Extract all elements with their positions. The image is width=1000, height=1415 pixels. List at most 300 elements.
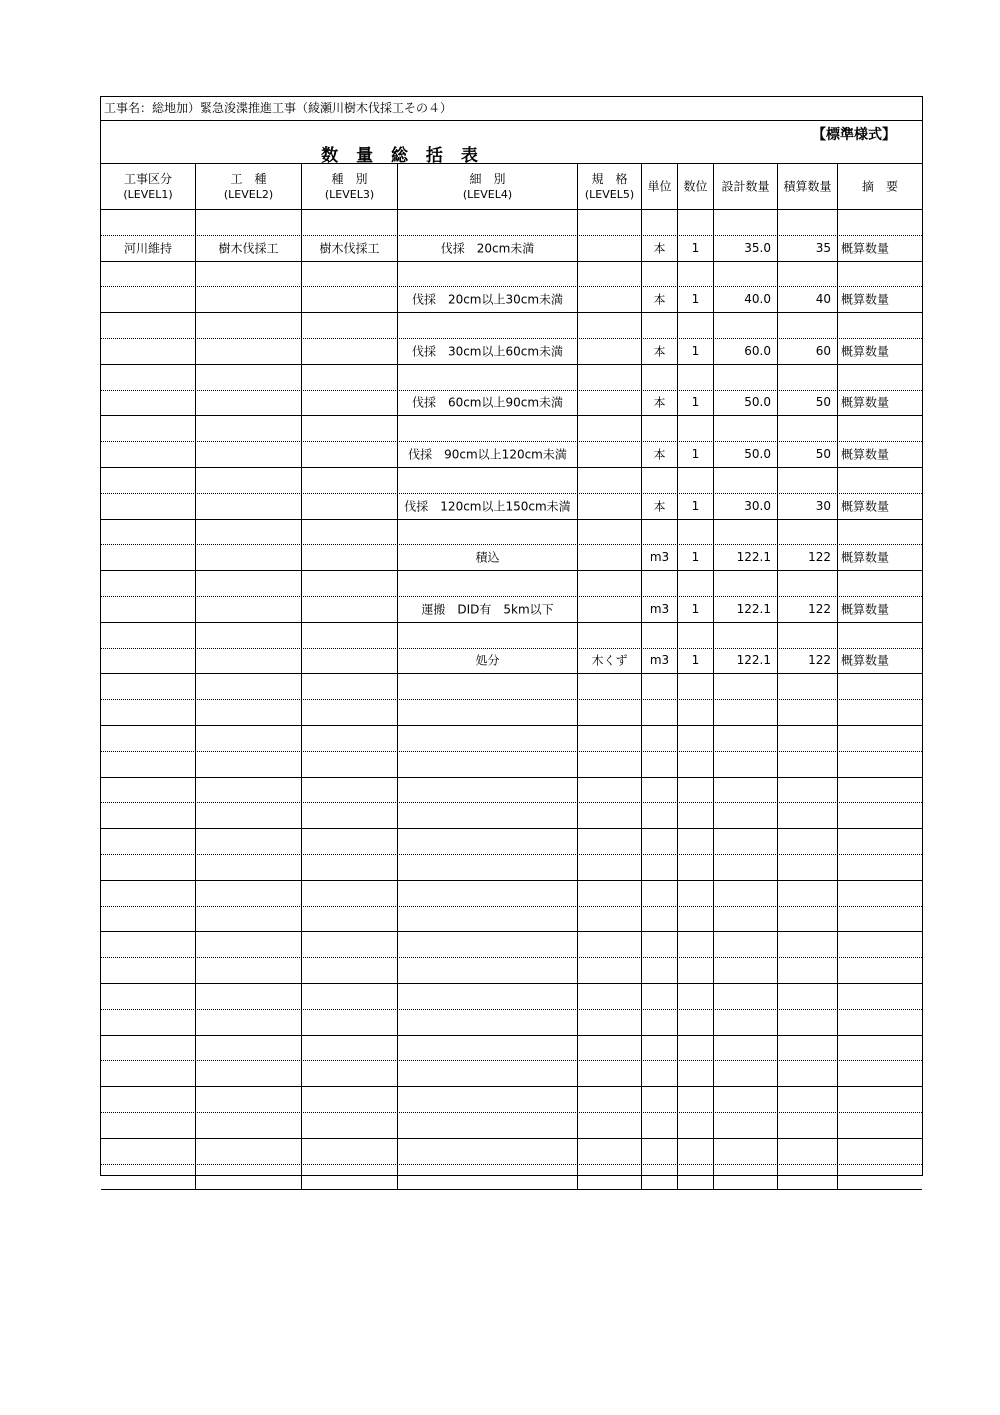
header-design-qty (714, 164, 778, 209)
spacer-cell (302, 622, 398, 648)
digit-cell (678, 286, 714, 312)
level4-cell (398, 493, 578, 519)
spacer-cell (642, 673, 678, 699)
header-level-label: (LEVEL3) (324, 187, 375, 201)
spacer-cell (838, 983, 922, 1009)
spacer-cell (678, 983, 714, 1009)
spacer-cell (578, 519, 642, 545)
spacer-cell (398, 1035, 578, 1061)
unit-cell (642, 235, 678, 261)
spacer-cell (838, 1086, 922, 1112)
level4-text: 積込 (475, 550, 500, 565)
calc-qty-text: 30 (815, 498, 831, 513)
level4-text: 伐採 90cm以上120cm未満 (408, 447, 567, 462)
spacer-cell (578, 1035, 642, 1061)
header-main-label: 工 種 (230, 171, 267, 186)
spacer-cell (101, 622, 196, 648)
spacer-cell (196, 312, 302, 338)
spacer-cell (678, 725, 714, 751)
calc-qty-cell (778, 493, 838, 519)
digit-text: 1 (691, 550, 700, 565)
level2-cell (196, 1112, 302, 1138)
remarks-cell (838, 1112, 922, 1138)
spacer-cell (838, 828, 922, 854)
calc-qty-cell (778, 751, 838, 777)
quantity-summary-sheet (100, 96, 923, 1176)
design-qty-cell (714, 906, 778, 932)
level5-cell (578, 338, 642, 364)
level1-cell (101, 544, 196, 570)
design-qty-text: 50.0 (744, 447, 771, 462)
design-qty-cell (714, 1060, 778, 1086)
table-spacer-row (101, 570, 922, 597)
spacer-cell (642, 570, 678, 596)
design-qty-text: 50.0 (744, 395, 771, 410)
level1-cell (101, 441, 196, 467)
spacer-cell (101, 570, 196, 596)
remarks-cell (838, 957, 922, 983)
digit-text: 1 (691, 447, 700, 462)
table-spacer-row (101, 261, 922, 288)
spacer-cell (838, 261, 922, 287)
level4-cell (398, 235, 578, 261)
table-spacer-row (101, 777, 922, 804)
unit-cell (642, 338, 678, 364)
digit-cell (678, 1009, 714, 1035)
design-qty-text: 122.1 (736, 601, 771, 616)
level4-cell (398, 751, 578, 777)
spacer-cell (838, 777, 922, 803)
spacer-cell (302, 261, 398, 287)
design-qty-cell (714, 1009, 778, 1035)
level1-cell (101, 235, 196, 261)
level2-cell (196, 802, 302, 828)
calc-qty-text: 122 (808, 653, 831, 668)
spacer-cell (678, 1086, 714, 1112)
level5-cell (578, 1060, 642, 1086)
digit-cell (678, 802, 714, 828)
remarks-text: 概算数量 (841, 395, 890, 410)
design-qty-cell (714, 493, 778, 519)
spacer-cell (398, 880, 578, 906)
remarks-cell (838, 802, 922, 828)
spacer-cell (196, 983, 302, 1009)
spacer-cell (678, 931, 714, 957)
level3-cell (302, 906, 398, 932)
level4-text: 伐採 30cm以上60cm未満 (411, 344, 564, 359)
spacer-cell (101, 364, 196, 390)
spacer-cell (101, 983, 196, 1009)
remarks-cell (838, 648, 922, 674)
spacer-cell (398, 209, 578, 235)
digit-cell (678, 235, 714, 261)
level5-cell (578, 1112, 642, 1138)
table-spacer-row (101, 209, 922, 236)
table-row (101, 957, 922, 984)
table-row (101, 751, 922, 778)
level5-cell (578, 441, 642, 467)
spacer-cell (838, 312, 922, 338)
level5-cell (578, 544, 642, 570)
unit-cell (642, 544, 678, 570)
level5-cell (578, 390, 642, 416)
spacer-cell (578, 725, 642, 751)
level5-cell (578, 854, 642, 880)
unit-text: 本 (653, 344, 666, 359)
spacer-cell (578, 777, 642, 803)
spacer-cell (578, 415, 642, 441)
table-row (101, 699, 922, 726)
level2-text: 樹木伐採工 (218, 241, 279, 256)
table-spacer-row (101, 312, 922, 339)
calc-qty-cell (778, 957, 838, 983)
level3-cell (302, 854, 398, 880)
level4-cell (398, 1164, 578, 1190)
level5-cell (578, 286, 642, 312)
unit-text: m3 (649, 550, 670, 565)
level4-text: 伐採 120cm以上150cm未満 (404, 499, 571, 514)
spacer-cell (578, 828, 642, 854)
calc-qty-cell (778, 596, 838, 622)
level1-cell (101, 751, 196, 777)
spacer-cell (398, 983, 578, 1009)
spacer-cell (302, 880, 398, 906)
level5-text: 木くず (591, 653, 628, 668)
spacer-cell (101, 673, 196, 699)
table-spacer-row (101, 931, 922, 958)
spacer-cell (714, 364, 778, 390)
unit-text: 本 (653, 447, 666, 462)
header-main-label: 細 別 (469, 171, 506, 186)
header-main-label: 設計数量 (721, 179, 770, 193)
table-row (101, 544, 922, 571)
spacer-cell (398, 1138, 578, 1164)
project-name-line: 工事名：総地加）緊急浚渫推進工事（綾瀬川樹木伐採工その４） (101, 97, 922, 121)
spacer-cell (714, 622, 778, 648)
spacer-cell (778, 777, 838, 803)
digit-cell (678, 957, 714, 983)
spacer-cell (578, 312, 642, 338)
calc-qty-cell (778, 286, 838, 312)
spacer-cell (714, 570, 778, 596)
level3-cell (302, 390, 398, 416)
level2-cell (196, 544, 302, 570)
level1-cell (101, 1164, 196, 1190)
spacer-cell (101, 261, 196, 287)
unit-cell (642, 1164, 678, 1190)
unit-cell (642, 957, 678, 983)
spacer-cell (398, 312, 578, 338)
design-qty-text: 122.1 (736, 653, 771, 668)
design-qty-cell (714, 596, 778, 622)
sheet-title: 数 量 総 括 表 (321, 146, 484, 166)
remarks-text: 概算数量 (841, 499, 890, 514)
spacer-cell (578, 570, 642, 596)
level4-cell (398, 957, 578, 983)
spacer-cell (838, 931, 922, 957)
spacer-cell (398, 777, 578, 803)
digit-cell (678, 699, 714, 725)
unit-cell (642, 854, 678, 880)
calc-qty-cell (778, 648, 838, 674)
spacer-cell (778, 467, 838, 493)
spacer-cell (778, 725, 838, 751)
level4-text: 運搬 DID有 5km以下 (421, 602, 554, 617)
spacer-cell (778, 415, 838, 441)
remarks-text: 概算数量 (841, 292, 890, 307)
remarks-text: 概算数量 (841, 653, 890, 668)
level3-cell (302, 235, 398, 261)
level2-cell (196, 338, 302, 364)
header-level3 (302, 164, 398, 209)
spacer-cell (642, 828, 678, 854)
remarks-cell (838, 544, 922, 570)
table-spacer-row (101, 673, 922, 700)
level4-cell (398, 699, 578, 725)
spacer-cell (714, 312, 778, 338)
spacer-cell (678, 622, 714, 648)
design-qty-cell (714, 544, 778, 570)
table-spacer-row (101, 880, 922, 907)
level3-cell (302, 441, 398, 467)
digit-text: 1 (691, 395, 700, 410)
spacer-cell (714, 983, 778, 1009)
remarks-text: 概算数量 (841, 447, 890, 462)
remarks-cell (838, 441, 922, 467)
spacer-cell (101, 415, 196, 441)
remarks-cell (838, 235, 922, 261)
calc-qty-cell (778, 906, 838, 932)
spacer-cell (578, 467, 642, 493)
unit-cell (642, 596, 678, 622)
spacer-cell (778, 673, 838, 699)
table-row (101, 596, 922, 623)
table-row (101, 1112, 922, 1139)
level5-cell (578, 235, 642, 261)
spacer-cell (196, 880, 302, 906)
spacer-cell (778, 983, 838, 1009)
level2-cell (196, 596, 302, 622)
spacer-cell (778, 364, 838, 390)
spacer-cell (196, 209, 302, 235)
level1-cell (101, 390, 196, 416)
design-qty-text: 30.0 (744, 498, 771, 513)
remarks-cell (838, 906, 922, 932)
spacer-cell (578, 1086, 642, 1112)
table-row (101, 802, 922, 829)
calc-qty-cell (778, 1112, 838, 1138)
level4-cell (398, 1009, 578, 1035)
table-row (101, 338, 922, 365)
spacer-cell (838, 519, 922, 545)
spacer-cell (678, 312, 714, 338)
spacer-cell (714, 415, 778, 441)
spacer-cell (302, 828, 398, 854)
level3-cell (302, 1009, 398, 1035)
unit-cell (642, 648, 678, 674)
spacer-cell (778, 312, 838, 338)
unit-text: m3 (649, 653, 670, 668)
digit-text: 1 (691, 240, 700, 255)
spacer-cell (642, 209, 678, 235)
digit-text: 1 (691, 601, 700, 616)
unit-cell (642, 1112, 678, 1138)
spacer-cell (642, 880, 678, 906)
spacer-cell (838, 673, 922, 699)
unit-cell (642, 493, 678, 519)
level5-cell (578, 906, 642, 932)
spacer-cell (398, 1086, 578, 1112)
spacer-cell (678, 364, 714, 390)
design-qty-cell (714, 286, 778, 312)
unit-text: 本 (653, 395, 666, 410)
header-level1 (101, 164, 196, 209)
spacer-cell (838, 622, 922, 648)
spacer-cell (778, 622, 838, 648)
spacer-cell (101, 777, 196, 803)
spacer-cell (196, 364, 302, 390)
spacer-cell (302, 1035, 398, 1061)
spacer-cell (101, 519, 196, 545)
header-main-label: 摘 要 (861, 179, 898, 193)
spacer-cell (196, 467, 302, 493)
level3-cell (302, 802, 398, 828)
table-spacer-row (101, 467, 922, 494)
level4-cell (398, 802, 578, 828)
remarks-cell (838, 390, 922, 416)
header-level-label: (LEVEL4) (462, 187, 513, 201)
spacer-cell (838, 1138, 922, 1164)
spacer-cell (838, 880, 922, 906)
spacer-cell (578, 880, 642, 906)
spacer-cell (678, 261, 714, 287)
spacer-cell (714, 880, 778, 906)
level2-cell (196, 751, 302, 777)
level5-cell (578, 699, 642, 725)
calc-qty-cell (778, 235, 838, 261)
spacer-cell (101, 931, 196, 957)
level1-cell (101, 1060, 196, 1086)
digit-text: 1 (691, 343, 700, 358)
spacer-cell (714, 673, 778, 699)
spacer-cell (302, 931, 398, 957)
digit-cell (678, 1060, 714, 1086)
level1-cell (101, 286, 196, 312)
digit-cell (678, 338, 714, 364)
level1-cell (101, 596, 196, 622)
spacer-cell (642, 983, 678, 1009)
header-main-label: 単位 (647, 179, 672, 193)
calc-qty-cell (778, 390, 838, 416)
level4-text: 伐採 60cm以上90cm未満 (411, 395, 564, 410)
calc-qty-text: 122 (808, 601, 831, 616)
spacer-cell (838, 415, 922, 441)
table-row (101, 1164, 922, 1191)
digit-cell (678, 596, 714, 622)
level1-cell (101, 957, 196, 983)
level4-cell (398, 286, 578, 312)
level3-cell (302, 1060, 398, 1086)
level5-cell (578, 493, 642, 519)
header-level4 (398, 164, 578, 209)
title-area (101, 121, 922, 164)
table-row (101, 493, 922, 520)
table-spacer-row (101, 622, 922, 649)
design-qty-cell (714, 802, 778, 828)
calc-qty-cell (778, 1164, 838, 1190)
spacer-cell (302, 673, 398, 699)
unit-cell (642, 286, 678, 312)
remarks-cell (838, 1164, 922, 1190)
level1-text: 河川維持 (123, 241, 172, 256)
spacer-cell (642, 415, 678, 441)
level2-cell (196, 957, 302, 983)
spacer-cell (101, 725, 196, 751)
level3-cell (302, 957, 398, 983)
header-main-label: 積算数量 (783, 179, 832, 193)
spacer-cell (101, 312, 196, 338)
unit-text: 本 (653, 499, 666, 514)
table-spacer-row (101, 1138, 922, 1165)
spacer-cell (778, 1035, 838, 1061)
spacer-cell (714, 519, 778, 545)
spacer-cell (678, 1035, 714, 1061)
level4-cell (398, 854, 578, 880)
digit-cell (678, 544, 714, 570)
spacer-cell (778, 880, 838, 906)
spacer-cell (196, 622, 302, 648)
table-row (101, 441, 922, 468)
spacer-cell (302, 209, 398, 235)
spacer-cell (302, 519, 398, 545)
spacer-cell (838, 570, 922, 596)
remarks-cell (838, 854, 922, 880)
spacer-cell (196, 261, 302, 287)
level4-cell (398, 441, 578, 467)
spacer-cell (196, 519, 302, 545)
level5-cell (578, 751, 642, 777)
calc-qty-cell (778, 802, 838, 828)
table-row (101, 854, 922, 881)
calc-qty-text: 50 (815, 395, 831, 410)
unit-cell (642, 1009, 678, 1035)
calc-qty-text: 122 (808, 550, 831, 565)
design-qty-cell (714, 1164, 778, 1190)
design-qty-cell (714, 957, 778, 983)
level3-cell (302, 751, 398, 777)
spacer-cell (398, 519, 578, 545)
spacer-cell (778, 931, 838, 957)
spacer-cell (398, 415, 578, 441)
spacer-cell (678, 467, 714, 493)
digit-text: 1 (691, 498, 700, 513)
table-spacer-row (101, 725, 922, 752)
spacer-cell (642, 1035, 678, 1061)
spacer-cell (642, 261, 678, 287)
remarks-cell (838, 596, 922, 622)
spacer-cell (678, 828, 714, 854)
calc-qty-cell (778, 854, 838, 880)
level3-cell (302, 338, 398, 364)
design-qty-cell (714, 441, 778, 467)
level2-cell (196, 854, 302, 880)
calc-qty-cell (778, 441, 838, 467)
level2-cell (196, 1009, 302, 1035)
level4-cell (398, 544, 578, 570)
level3-cell (302, 1164, 398, 1190)
level4-text: 伐採 20cm以上30cm未満 (411, 292, 564, 307)
level5-cell (578, 596, 642, 622)
